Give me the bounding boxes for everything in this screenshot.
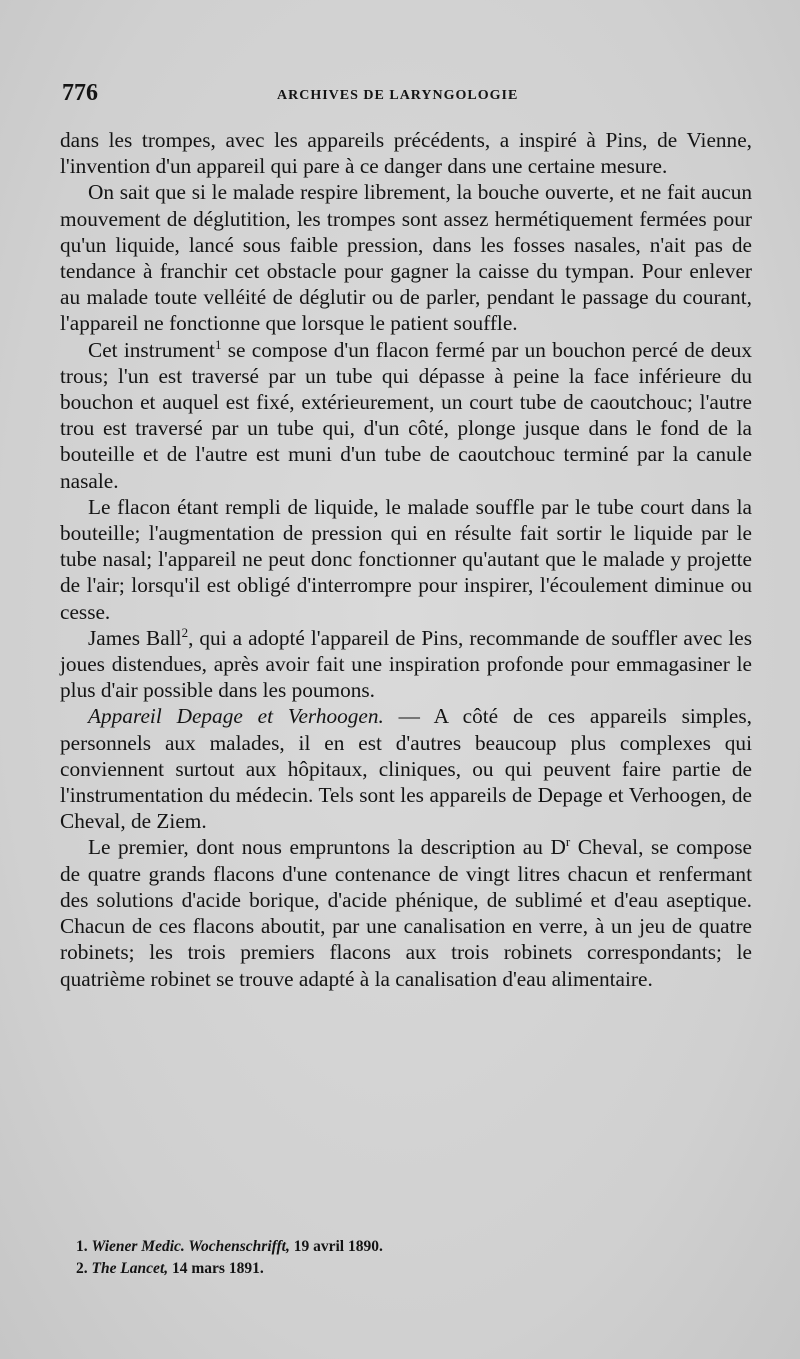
paragraph-7: [60, 834, 752, 991]
paragraph-5: [60, 625, 752, 704]
page-header: [62, 80, 762, 110]
footnote-ref-2[interactable]: 2: [181, 624, 189, 640]
footnotes: [76, 1236, 756, 1280]
footnote-text: 14 mars 1891.: [168, 1260, 264, 1277]
paragraph-6: [60, 703, 752, 834]
paragraph-6-text: — A côté de ces appareils simples, personnels aux malades, il en est d'autres beaucoup plus complexes qui conviennent surtout aux hôpitaux, cliniques, ou qui peuvent faire partie de l'instrumentation du médecin. Tels sont les appareils de Depage et Verhoogen, de Cheval, de Ziem.: [60, 704, 752, 834]
paragraph-1: dans les trompes, avec les appareils précédents, a inspiré à Pins, de Vienne, l'invention d'un appareil qui pare à ce danger dans une certaine mesure.: [60, 128, 752, 179]
paragraph-7-text-b: Cheval, se compose de quatre grands flacons d'une contenance de vingt litres chacun et renfermant des solutions d'acide borique, d'acide phénique, de sublimé et d'eau aseptique. Chacun de ces flacons aboutit, par une canalisation en verre, à un jeu de quatre robinets; les trois premiers flacons aux trois robinets correspondants; le quatrième robinet se trouve adapté à la canalisation d'eau alimentaire.: [60, 835, 752, 991]
body-text: [60, 127, 752, 992]
doctor-abbrev-sup: r: [565, 834, 571, 850]
paragraph-3: [60, 337, 752, 494]
paragraph-3-text-b: se compose d'un flacon fermé par un bouchon percé de deux trous; l'un est traversé par un tube qui dépasse à peine la face inférieure du bouchon et auquel est fixé, extérieurement, un court tube de caoutchouc; l'autre trou est traversé par un tube qui, d'un côté, plonge jusque dans le fond de la bouteille et de l'autre est muni d'un tube de caoutchouc terminé par la canule nasale.: [60, 337, 752, 493]
footnote-number: 1.: [76, 1238, 88, 1255]
footnote-text: 19 avril 1890.: [289, 1238, 383, 1255]
paragraph-7-text-a: Le premier, dont nous empruntons la description au D: [88, 835, 566, 860]
footnote-title: Wiener Medic. Wochenschrifft,: [91, 1238, 290, 1255]
running-head: ARCHIVES DE LARYNGOLOGIE: [277, 88, 519, 103]
paragraph-5-text-b: , qui a adopté l'appareil de Pins, recommande de souffler avec les joues distendues, après avoir fait une inspiration profonde pour emmagasiner le plus d'air possible dans les poumons.: [60, 625, 752, 703]
footnote-2: [76, 1258, 756, 1280]
paragraph-5-text-a: James Ball: [88, 625, 182, 650]
paragraph-2: On sait que si le malade respire librement, la bouche ouverte, et ne fait aucun mouvement de déglutition, les trompes sont assez hermétiquement fermées pour qu'un liquide, lancé sous faible pression, dans les fosses nasales, n'ait pas de tendance à franchir cet obstacle pour gagner la caisse du tympan. Pour enlever au malade toute velléité de déglutir ou de parler, pendant le passage du courant, l'appareil ne fonctionne que lorsque le patient souffle.: [60, 180, 752, 336]
paragraph-3-text-a: Cet instrument: [88, 337, 215, 362]
footnote-1: [76, 1236, 756, 1258]
footnote-number: 2.: [76, 1260, 88, 1277]
section-title: Appareil Depage et Verhoogen.: [88, 704, 384, 729]
page-number: 776: [62, 80, 98, 106]
footnote-title: The Lancet,: [91, 1260, 169, 1277]
paragraph-4: Le flacon étant rempli de liquide, le malade souffle par le tube court dans la bouteille; l'augmentation de pression qui en résulte fait sortir le liquide par le tube nasal; l'appareil ne peut donc fonctionner qu'autant que le malade y projette de l'air; lorsqu'il est obligé d'interrompre pour inspirer, l'écoulement diminue ou cesse.: [60, 494, 752, 624]
footnote-ref-1[interactable]: 1: [214, 336, 222, 352]
